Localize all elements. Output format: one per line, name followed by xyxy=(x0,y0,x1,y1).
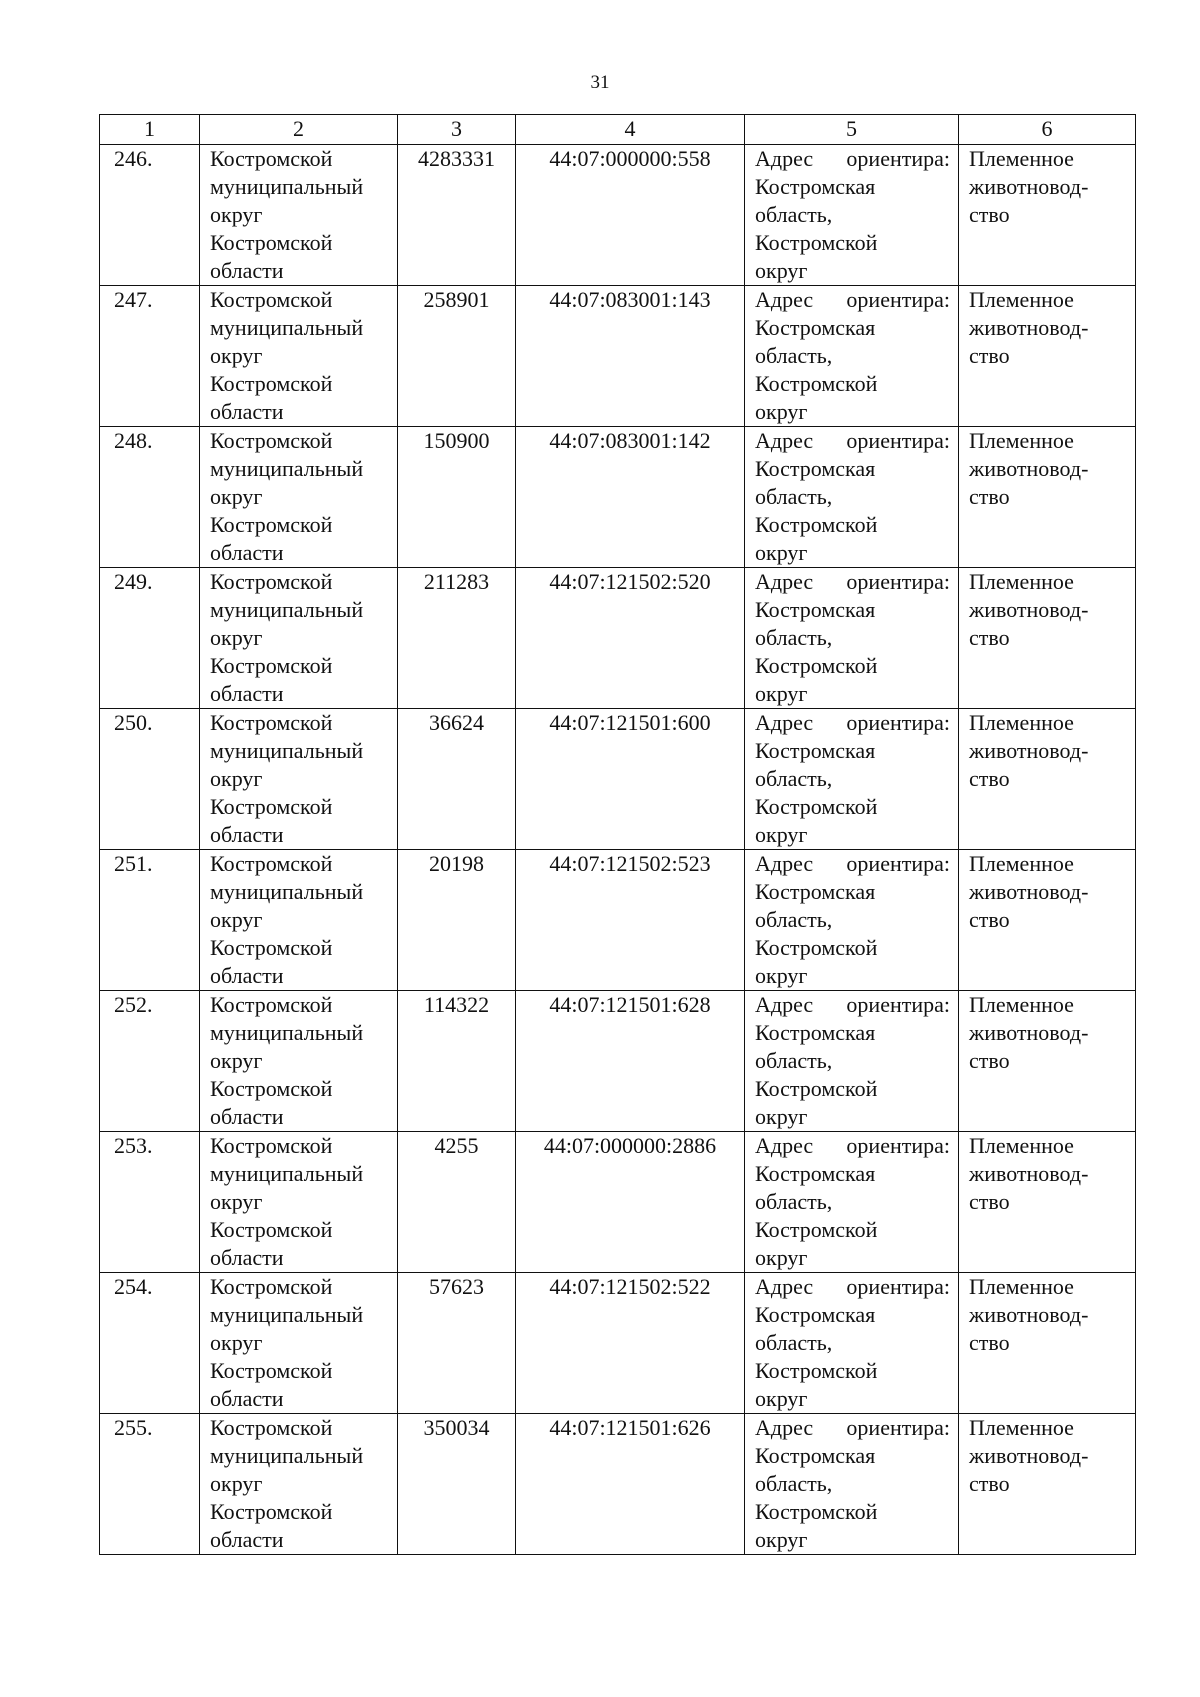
area-cell xyxy=(398,709,516,850)
address-cell xyxy=(745,286,959,427)
address-line: область, xyxy=(755,766,833,791)
land-use-line: Племенное xyxy=(969,1133,1074,1158)
land-use-cell xyxy=(959,1132,1136,1273)
row-number-cell xyxy=(100,145,200,286)
table-row xyxy=(100,850,1136,991)
district-line: округ xyxy=(210,484,263,509)
district-line: Костромской xyxy=(210,428,333,453)
district-line: Костромской xyxy=(210,1499,333,1524)
district-cell xyxy=(200,709,398,850)
district-line: Костромской xyxy=(210,935,333,960)
district-line: Костромской xyxy=(210,794,333,819)
district-line: области xyxy=(210,540,284,565)
district-cell xyxy=(200,568,398,709)
cadastral-number: 44:07:121501:626 xyxy=(549,1415,711,1440)
district-line: муниципальный xyxy=(210,1302,364,1327)
table-row xyxy=(100,1273,1136,1414)
address-line: округ xyxy=(755,540,808,565)
row-number: 250. xyxy=(114,710,153,735)
district-line: округ xyxy=(210,202,263,227)
land-use-line: Племенное xyxy=(969,851,1074,876)
district-cell xyxy=(200,1414,398,1555)
area-cell xyxy=(398,145,516,286)
table-body xyxy=(100,145,1136,1555)
table-row xyxy=(100,145,1136,286)
land-use-line: Племенное xyxy=(969,428,1074,453)
table-row xyxy=(100,1414,1136,1555)
cadastral-number: 44:07:000000:558 xyxy=(549,146,711,171)
header-cell-4: 4 xyxy=(516,115,745,145)
header-cell-1: 1 xyxy=(100,115,200,145)
address-line: Костромской xyxy=(755,935,878,960)
table-row xyxy=(100,991,1136,1132)
district-cell xyxy=(200,991,398,1132)
address-line: Костромская xyxy=(755,1161,876,1186)
land-use-cell xyxy=(959,286,1136,427)
row-number: 248. xyxy=(114,428,153,453)
area-value: 150900 xyxy=(423,428,490,453)
address-line: Адрес ориентира: xyxy=(755,146,950,171)
land-use-cell xyxy=(959,991,1136,1132)
district-line: Костромской xyxy=(210,371,333,396)
district-line: округ xyxy=(210,1471,263,1496)
district-cell xyxy=(200,1132,398,1273)
district-line: Костромской xyxy=(210,230,333,255)
district-line: округ xyxy=(210,343,263,368)
address-line: Костромская xyxy=(755,597,876,622)
district-line: области xyxy=(210,1104,284,1129)
cadastral-cell xyxy=(516,568,745,709)
header-cell-2: 2 xyxy=(200,115,398,145)
area-cell xyxy=(398,991,516,1132)
address-line: округ xyxy=(755,399,808,424)
cadastral-number: 44:07:083001:142 xyxy=(549,428,711,453)
cadastral-number: 44:07:121502:522 xyxy=(549,1274,711,1299)
cadastral-cell xyxy=(516,1414,745,1555)
address-cell xyxy=(745,1273,959,1414)
land-use-line: Племенное xyxy=(969,710,1074,735)
address-cell xyxy=(745,850,959,991)
address-cell xyxy=(745,709,959,850)
address-line: Костромской xyxy=(755,371,878,396)
land-use-line: животновод- xyxy=(969,738,1089,763)
address-line: область, xyxy=(755,625,833,650)
land-use-line: ство xyxy=(969,766,1010,791)
address-line: Адрес ориентира: xyxy=(755,1274,950,1299)
address-line: округ xyxy=(755,963,808,988)
cadastral-cell xyxy=(516,1273,745,1414)
land-use-line: ство xyxy=(969,1330,1010,1355)
cadastral-number: 44:07:121501:600 xyxy=(549,710,711,735)
area-value: 20198 xyxy=(429,851,484,876)
area-value: 4283331 xyxy=(418,146,495,171)
address-line: округ xyxy=(755,1386,808,1411)
row-number: 255. xyxy=(114,1415,153,1440)
area-cell xyxy=(398,286,516,427)
district-line: округ xyxy=(210,1189,263,1214)
address-line: Костромской xyxy=(755,794,878,819)
land-use-cell xyxy=(959,1273,1136,1414)
district-line: Костромской xyxy=(210,569,333,594)
area-value: 4255 xyxy=(434,1133,479,1158)
district-line: Костромской xyxy=(210,146,333,171)
address-line: Костромской xyxy=(755,230,878,255)
area-cell xyxy=(398,850,516,991)
table-row xyxy=(100,286,1136,427)
row-number: 251. xyxy=(114,851,153,876)
land-use-cell xyxy=(959,145,1136,286)
address-cell xyxy=(745,145,959,286)
land-use-line: Племенное xyxy=(969,287,1074,312)
address-line: Адрес ориентира: xyxy=(755,287,950,312)
address-line: область, xyxy=(755,1330,833,1355)
header-cell-3: 3 xyxy=(398,115,516,145)
cadastral-cell xyxy=(516,1132,745,1273)
district-cell xyxy=(200,286,398,427)
district-line: Костромской xyxy=(210,1274,333,1299)
address-line: Костромская xyxy=(755,174,876,199)
address-line: Костромской xyxy=(755,1358,878,1383)
district-line: Костромской xyxy=(210,710,333,735)
land-use-line: животновод- xyxy=(969,456,1089,481)
area-value: 258901 xyxy=(423,287,490,312)
address-line: округ xyxy=(755,1104,808,1129)
district-cell xyxy=(200,850,398,991)
land-use-line: Племенное xyxy=(969,146,1074,171)
land-use-line: ство xyxy=(969,625,1010,650)
table-header-row xyxy=(100,115,1136,145)
district-line: округ xyxy=(210,1048,263,1073)
land-use-line: ство xyxy=(969,202,1010,227)
land-use-line: животновод- xyxy=(969,1302,1089,1327)
address-line: область, xyxy=(755,484,833,509)
district-line: муниципальный xyxy=(210,879,364,904)
district-line: муниципальный xyxy=(210,1443,364,1468)
row-number: 254. xyxy=(114,1274,153,1299)
address-line: Костромская xyxy=(755,456,876,481)
address-line: Костромской xyxy=(755,1217,878,1242)
area-cell xyxy=(398,1132,516,1273)
cadastral-cell xyxy=(516,991,745,1132)
address-line: округ xyxy=(755,822,808,847)
land-use-line: животновод- xyxy=(969,597,1089,622)
table-row xyxy=(100,568,1136,709)
address-line: область, xyxy=(755,1471,833,1496)
land-use-line: ство xyxy=(969,343,1010,368)
address-line: область, xyxy=(755,907,833,932)
row-number-cell xyxy=(100,1273,200,1414)
district-line: муниципальный xyxy=(210,315,364,340)
district-line: области xyxy=(210,1527,284,1552)
land-use-line: ство xyxy=(969,907,1010,932)
cadastral-number: 44:07:000000:2886 xyxy=(543,1133,717,1158)
row-number-cell xyxy=(100,286,200,427)
land-use-line: ство xyxy=(969,1048,1010,1073)
table-row xyxy=(100,1132,1136,1273)
address-line: Адрес ориентира: xyxy=(755,992,950,1017)
address-line: Костромская xyxy=(755,738,876,763)
address-cell xyxy=(745,1414,959,1555)
land-use-cell xyxy=(959,568,1136,709)
address-line: Адрес ориентира: xyxy=(755,1133,950,1158)
address-line: Костромская xyxy=(755,1302,876,1327)
district-line: Костромской xyxy=(210,653,333,678)
row-number: 246. xyxy=(114,146,153,171)
address-line: Адрес ориентира: xyxy=(755,1415,950,1440)
land-use-line: животновод- xyxy=(969,1161,1089,1186)
address-line: Костромская xyxy=(755,1020,876,1045)
row-number: 253. xyxy=(114,1133,153,1158)
area-cell xyxy=(398,1414,516,1555)
area-value: 57623 xyxy=(429,1274,484,1299)
district-line: Костромской xyxy=(210,851,333,876)
district-line: муниципальный xyxy=(210,597,364,622)
address-line: округ xyxy=(755,1245,808,1270)
area-value: 114322 xyxy=(423,992,490,1017)
address-line: Костромской xyxy=(755,1076,878,1101)
table-row xyxy=(100,709,1136,850)
row-number: 247. xyxy=(114,287,153,312)
land-use-line: Племенное xyxy=(969,1415,1074,1440)
land-use-line: Племенное xyxy=(969,1274,1074,1299)
land-plots-table xyxy=(99,114,1136,1555)
address-line: область, xyxy=(755,1048,833,1073)
address-cell xyxy=(745,568,959,709)
row-number-cell xyxy=(100,568,200,709)
address-line: Костромской xyxy=(755,653,878,678)
district-line: области xyxy=(210,399,284,424)
district-cell xyxy=(200,145,398,286)
land-use-cell xyxy=(959,427,1136,568)
district-line: области xyxy=(210,963,284,988)
land-use-line: ство xyxy=(969,1189,1010,1214)
address-line: область, xyxy=(755,1189,833,1214)
row-number: 252. xyxy=(114,992,153,1017)
district-line: Костромской xyxy=(210,1076,333,1101)
address-line: Адрес ориентира: xyxy=(755,851,950,876)
row-number-cell xyxy=(100,1132,200,1273)
land-use-line: ство xyxy=(969,1471,1010,1496)
district-line: Костромской xyxy=(210,287,333,312)
area-value: 350034 xyxy=(423,1415,490,1440)
address-line: округ xyxy=(755,1527,808,1552)
district-line: области xyxy=(210,822,284,847)
cadastral-number: 44:07:121502:520 xyxy=(549,569,711,594)
district-line: округ xyxy=(210,907,263,932)
land-use-line: ство xyxy=(969,484,1010,509)
area-cell xyxy=(398,427,516,568)
district-cell xyxy=(200,1273,398,1414)
address-line: округ xyxy=(755,258,808,283)
address-line: Костромская xyxy=(755,879,876,904)
row-number-cell xyxy=(100,850,200,991)
cadastral-cell xyxy=(516,850,745,991)
address-line: Адрес ориентира: xyxy=(755,710,950,735)
cadastral-cell xyxy=(516,145,745,286)
area-cell xyxy=(398,568,516,709)
page-number: 31 xyxy=(590,72,610,93)
address-line: округ xyxy=(755,681,808,706)
district-line: округ xyxy=(210,625,263,650)
district-line: округ xyxy=(210,766,263,791)
district-line: муниципальный xyxy=(210,456,364,481)
district-line: округ xyxy=(210,1330,263,1355)
area-cell xyxy=(398,1273,516,1414)
row-number-cell xyxy=(100,709,200,850)
header-cell-5: 5 xyxy=(745,115,959,145)
area-value: 211283 xyxy=(423,569,490,594)
cadastral-number: 44:07:121502:523 xyxy=(549,851,711,876)
address-cell xyxy=(745,991,959,1132)
land-use-cell xyxy=(959,1414,1136,1555)
district-line: муниципальный xyxy=(210,174,364,199)
district-line: муниципальный xyxy=(210,1020,364,1045)
cadastral-cell xyxy=(516,427,745,568)
table-row xyxy=(100,427,1136,568)
header-cell-6: 6 xyxy=(959,115,1136,145)
district-line: Костромской xyxy=(210,1133,333,1158)
row-number-cell xyxy=(100,991,200,1132)
row-number-cell xyxy=(100,1414,200,1555)
address-cell xyxy=(745,427,959,568)
district-line: муниципальный xyxy=(210,738,364,763)
district-line: Костромской xyxy=(210,1415,333,1440)
land-use-line: Племенное xyxy=(969,569,1074,594)
row-number: 249. xyxy=(114,569,153,594)
district-line: Костромской xyxy=(210,1358,333,1383)
cadastral-number: 44:07:121501:628 xyxy=(549,992,711,1017)
land-use-cell xyxy=(959,709,1136,850)
land-use-cell xyxy=(959,850,1136,991)
cadastral-cell xyxy=(516,709,745,850)
address-line: Адрес ориентира: xyxy=(755,569,950,594)
district-line: области xyxy=(210,1386,284,1411)
district-line: области xyxy=(210,681,284,706)
land-use-line: животновод- xyxy=(969,1020,1089,1045)
cadastral-number: 44:07:083001:143 xyxy=(549,287,711,312)
address-line: Костромская xyxy=(755,315,876,340)
address-line: Адрес ориентира: xyxy=(755,428,950,453)
address-line: область, xyxy=(755,343,833,368)
land-use-line: животновод- xyxy=(969,315,1089,340)
address-line: область, xyxy=(755,202,833,227)
land-use-line: животновод- xyxy=(969,174,1089,199)
area-value: 36624 xyxy=(429,710,484,735)
district-line: области xyxy=(210,258,284,283)
address-line: Костромская xyxy=(755,1443,876,1468)
land-use-line: животновод- xyxy=(969,1443,1089,1468)
address-line: Костромской xyxy=(755,1499,878,1524)
district-line: Костромской xyxy=(210,512,333,537)
row-number-cell xyxy=(100,427,200,568)
land-use-line: животновод- xyxy=(969,879,1089,904)
land-use-line: Племенное xyxy=(969,992,1074,1017)
district-line: Костромской xyxy=(210,992,333,1017)
cadastral-cell xyxy=(516,286,745,427)
district-cell xyxy=(200,427,398,568)
district-line: муниципальный xyxy=(210,1161,364,1186)
district-line: Костромской xyxy=(210,1217,333,1242)
address-cell xyxy=(745,1132,959,1273)
address-line: Костромской xyxy=(755,512,878,537)
district-line: области xyxy=(210,1245,284,1270)
